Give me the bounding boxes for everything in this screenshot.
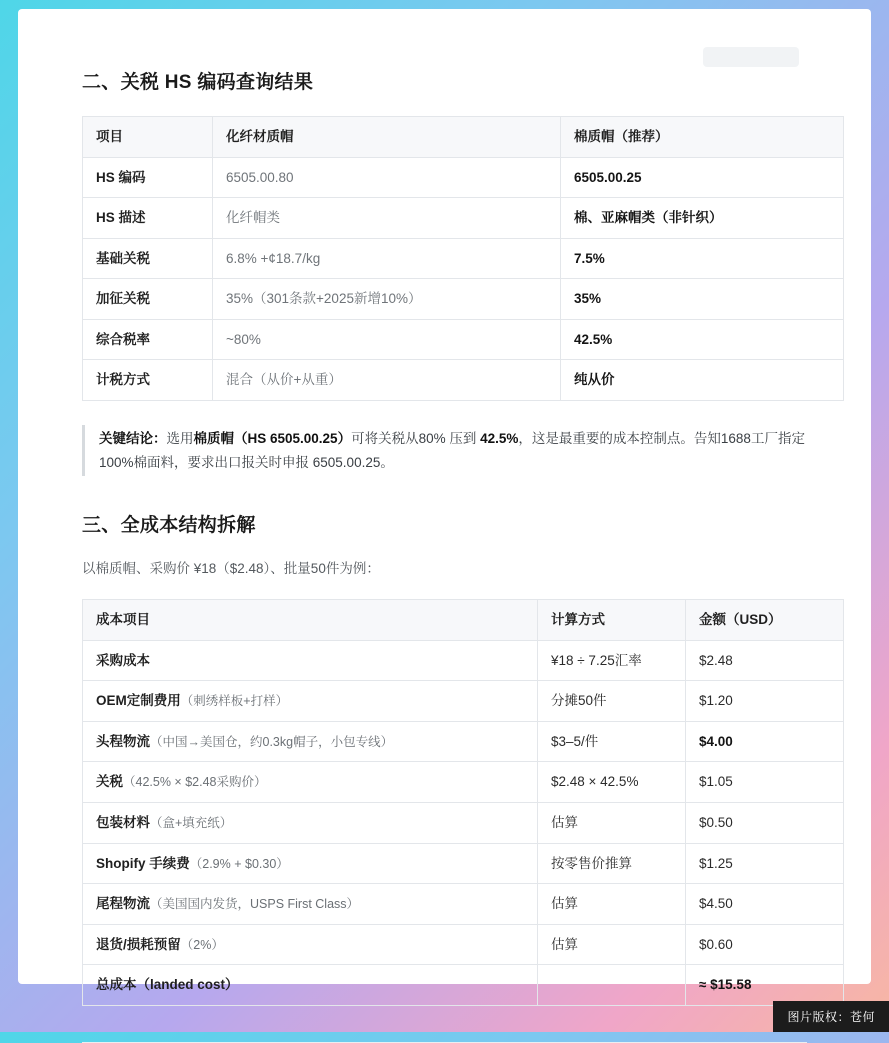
cost-method: $3–5/件: [538, 721, 686, 762]
cost-method: $2.48 × 42.5%: [538, 762, 686, 803]
cost-item-sub: （中国→美国仓，约0.3kg帽子，小包专线）: [150, 734, 394, 749]
row-label: HS 编码: [83, 157, 213, 198]
cost-method: 估算: [538, 803, 686, 844]
cost-item: [83, 721, 538, 762]
cost-amount: $1.25: [686, 843, 844, 884]
row-value-synthetic: 6.8% +¢18.7/kg: [213, 238, 561, 279]
table-row: [83, 721, 844, 762]
table-header-cell: 化纤材质帽: [213, 117, 561, 158]
row-value-cotton: 7.5%: [561, 238, 844, 279]
cost-method: 估算: [538, 884, 686, 925]
cost-method: 按零售价推算: [538, 843, 686, 884]
table-header-row: [83, 117, 844, 158]
row-value-synthetic: 化纤帽类: [213, 198, 561, 239]
note-label: 关键结论：: [99, 430, 167, 446]
note-text-3: ，这是最重要的成本控制点。告知1688工厂指定100%棉面料，要求出口报关时申报 6505.00.25。: [99, 430, 805, 470]
cost-item-label: 退货/损耗预留: [96, 936, 181, 952]
row-label: 基础关税: [83, 238, 213, 279]
page-title: 二、关税 HS 编码查询结果: [82, 72, 314, 93]
table-header-cell: 项目: [83, 117, 213, 158]
cost-total-amount: ≈ $15.58: [686, 965, 844, 1006]
cost-item: [83, 965, 538, 1006]
table-row: [83, 238, 844, 279]
table-row: [83, 884, 844, 925]
table-header-cell: 成本项目: [83, 600, 538, 641]
table-row: [83, 279, 844, 320]
note-text-1: 选用: [166, 430, 194, 446]
row-value-synthetic: 6505.00.80: [213, 157, 561, 198]
cost-item: [83, 803, 538, 844]
table-row: [83, 681, 844, 722]
row-label: 加征关税: [83, 279, 213, 320]
cost-method: 分摊50件: [538, 681, 686, 722]
cost-item: [83, 762, 538, 803]
row-value-cotton: 纯从价: [561, 360, 844, 401]
cost-item-sub: （美国国内发货，USPS First Class）: [150, 897, 360, 912]
row-value-cotton: 35%: [561, 279, 844, 320]
table-header-cell: 棉质帽（推荐）: [561, 117, 844, 158]
note-bold-1: 棉质帽（HS 6505.00.25）: [193, 430, 352, 446]
row-label: 计税方式: [83, 360, 213, 401]
cost-item-sub: （刺绣样板+打样）: [180, 694, 289, 709]
table-row: [83, 640, 844, 681]
cost-item-label: 总成本（landed cost）: [96, 977, 239, 993]
cost-item-label: 采购成本: [96, 652, 150, 668]
table-row: [83, 198, 844, 239]
note-bold-2: 42.5%: [480, 430, 519, 446]
cost-item: [83, 640, 538, 681]
cost-lead-text: 以棉质帽、采购价 ¥18（$2.48）、批量50件为例：: [82, 561, 380, 577]
row-value-synthetic: ~80%: [213, 319, 561, 360]
key-conclusion-note: [82, 425, 807, 476]
cost-item-label: 包装材料: [96, 815, 150, 830]
table-header-cell: 金额（USD）: [686, 600, 844, 641]
cost-amount: $1.05: [686, 762, 844, 803]
cost-method: ¥18 ÷ 7.25汇率: [538, 640, 686, 681]
document-body: [18, 9, 871, 1043]
row-value-cotton: 棉、亚麻帽类（非针织）: [561, 198, 844, 239]
cost-amount: $0.50: [686, 803, 844, 844]
cost-item: [83, 884, 538, 925]
cost-amount: $1.20: [686, 681, 844, 722]
row-value-cotton: 6505.00.25: [561, 157, 844, 198]
cost-item-sub: （42.5% × $2.48采购价）: [123, 775, 267, 790]
watermark-label: 图片版权：苍何: [773, 1001, 889, 1032]
cost-method: 估算: [538, 924, 686, 965]
cost-item-label: OEM定制费用: [96, 693, 181, 709]
cost-amount: $0.60: [686, 924, 844, 965]
row-label: HS 描述: [83, 198, 213, 239]
cost-item-sub: （盒+填充纸）: [150, 816, 233, 830]
cost-section-title: 三、全成本结构拆解: [82, 515, 256, 537]
table-row: [83, 924, 844, 965]
placeholder-chip: [703, 47, 799, 67]
cost-item: [83, 924, 538, 965]
cost-breakdown-table: [82, 599, 844, 1006]
table-header-row: [83, 600, 844, 641]
document-page: [18, 9, 871, 993]
note-text-2: 可将关税从80% 压到: [351, 430, 477, 446]
table-header-cell: 计算方式: [538, 600, 686, 641]
hs-code-table: [82, 116, 844, 401]
cost-item: [83, 681, 538, 722]
table-row: [83, 319, 844, 360]
row-label: 综合税率: [83, 319, 213, 360]
cost-item-label: 关税: [96, 774, 123, 790]
cost-item-label: 尾程物流: [96, 896, 150, 912]
cost-item-sub: （2%）: [180, 937, 224, 952]
cost-item-sub: （2.9% + $0.30）: [189, 856, 289, 871]
cost-item: [83, 843, 538, 884]
cost-item-label: 头程物流: [96, 733, 150, 749]
cost-amount: $4.00: [686, 721, 844, 762]
cost-amount: $2.48: [686, 640, 844, 681]
cost-amount: $4.50: [686, 884, 844, 925]
row-value-synthetic: 混合（从价+从重）: [213, 360, 561, 401]
cost-method: [538, 965, 686, 1006]
table-row-total: [83, 965, 844, 1006]
table-row: [83, 803, 844, 844]
row-value-synthetic: 35%（301条款+2025新增10%）: [213, 279, 561, 320]
row-value-cotton: 42.5%: [561, 319, 844, 360]
table-row: [83, 157, 844, 198]
cost-item-label: Shopify 手续费: [96, 855, 190, 871]
table-row: [83, 360, 844, 401]
table-row: [83, 762, 844, 803]
table-row: [83, 843, 844, 884]
